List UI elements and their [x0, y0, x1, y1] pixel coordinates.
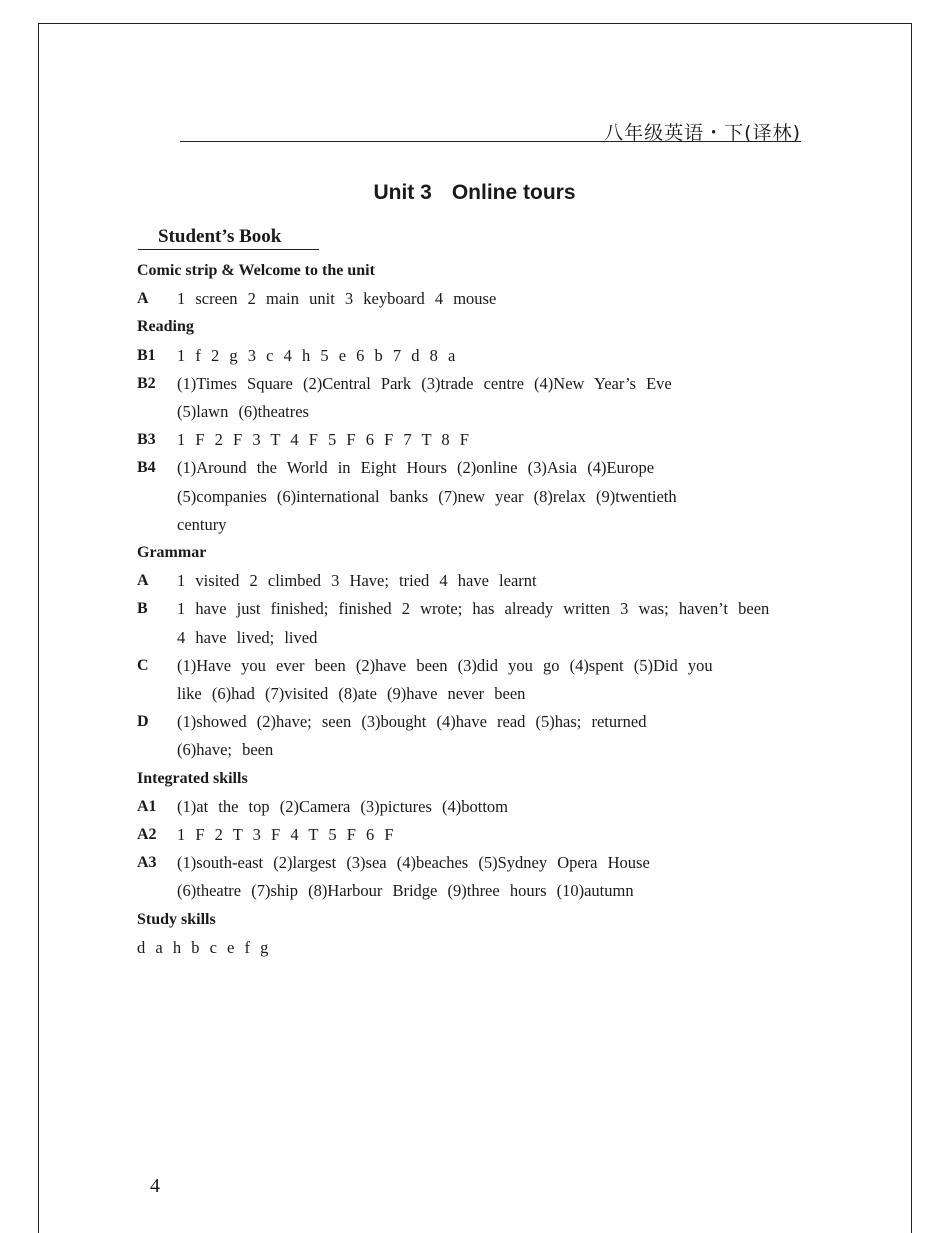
exercise-label: D — [137, 713, 149, 731]
answer-text: (1)at the top (2)Camera (3)pictures (4)bottom — [177, 796, 509, 816]
exercise-label: A3 — [137, 854, 157, 872]
section-title: Student’s Book — [138, 226, 319, 250]
answer-text: (1)south-east (2)largest (3)sea (4)beaches (5)Sydney Opera House — [177, 853, 650, 873]
exercise-label: A — [137, 572, 149, 590]
answer-key — [137, 257, 827, 962]
answer-continuation: (6)have; been — [177, 740, 274, 760]
running-header: 八年级英语・下(译林) — [604, 122, 801, 144]
answer-row — [137, 567, 827, 595]
answer-row — [137, 708, 827, 736]
answer-text: 1 screen 2 main unit 3 keyboard 4 mouse — [177, 289, 497, 309]
answer-text: (1)showed (2)have; seen (3)bought (4)have read (5)has; returned — [177, 712, 647, 732]
answer-text: 1 have just finished; finished 2 wrote; has already written 3 was; haven’t been — [177, 599, 770, 619]
answer-continuation: (5)companies (6)international banks (7)new year (8)relax (9)twentieth — [177, 486, 677, 506]
answer-row — [137, 285, 827, 313]
answer-text: 1 F 2 T 3 F 4 T 5 F 6 F — [177, 825, 394, 845]
answer-row — [137, 370, 827, 398]
subhead-comic: Comic strip & Welcome to the unit — [137, 262, 375, 279]
answer-continuation: like (6)had (7)visited (8)ate (9)have never been — [177, 684, 526, 704]
answer-row — [137, 342, 827, 370]
exercise-label: B3 — [137, 431, 156, 449]
exercise-label: B1 — [137, 346, 156, 364]
answer-continuation: 4 have lived; lived — [177, 627, 318, 647]
exercise-label: C — [137, 656, 149, 674]
unit-title — [0, 181, 949, 205]
answer-row — [137, 821, 827, 849]
subhead-reading: Reading — [137, 318, 194, 336]
answer-text: 1 F 2 F 3 T 4 F 5 F 6 F 7 T 8 F — [177, 430, 469, 450]
answer-row — [137, 426, 827, 454]
unit-name: Online tours — [451, 181, 576, 204]
answer-continuation: (6)theatre (7)ship (8)Harbour Bridge (9)three hours (10)autumn — [177, 881, 634, 901]
subhead-integrated: Integrated skills — [137, 769, 248, 787]
answer-row — [137, 454, 827, 482]
answer-row — [137, 595, 827, 623]
answer-text: (1)Around the World in Eight Hours (2)online (3)Asia (4)Europe — [177, 458, 655, 478]
answer-continuation: century — [177, 514, 227, 534]
answer-text: (1)Have you ever been (2)have been (3)did you go (4)spent (5)Did you — [177, 655, 713, 675]
answer-continuation: (5)lawn (6)theatres — [177, 402, 309, 422]
answer-text: 1 visited 2 climbed 3 Have; tried 4 have learnt — [177, 571, 537, 591]
answer-text: d a h b c e f g — [137, 937, 269, 957]
unit-label: Unit 3 — [373, 181, 432, 204]
exercise-label: A1 — [137, 797, 157, 815]
exercise-label: B — [137, 600, 148, 618]
answer-row — [137, 849, 827, 877]
exercise-label: A — [137, 290, 149, 308]
page-number: 4 — [150, 1175, 160, 1197]
answer-row — [137, 793, 827, 821]
answer-row — [137, 652, 827, 680]
header-rule — [180, 141, 801, 142]
answer-text: 1 f 2 g 3 c 4 h 5 e 6 b 7 d 8 a — [177, 345, 456, 365]
exercise-label: B4 — [137, 459, 156, 477]
answer-text: (1)Times Square (2)Central Park (3)trade centre (4)New Year’s Eve — [177, 373, 672, 393]
exercise-label: B2 — [137, 374, 156, 392]
exercise-label: A2 — [137, 826, 157, 844]
subhead-study: Study skills — [137, 910, 216, 928]
subhead-grammar: Grammar — [137, 544, 207, 562]
